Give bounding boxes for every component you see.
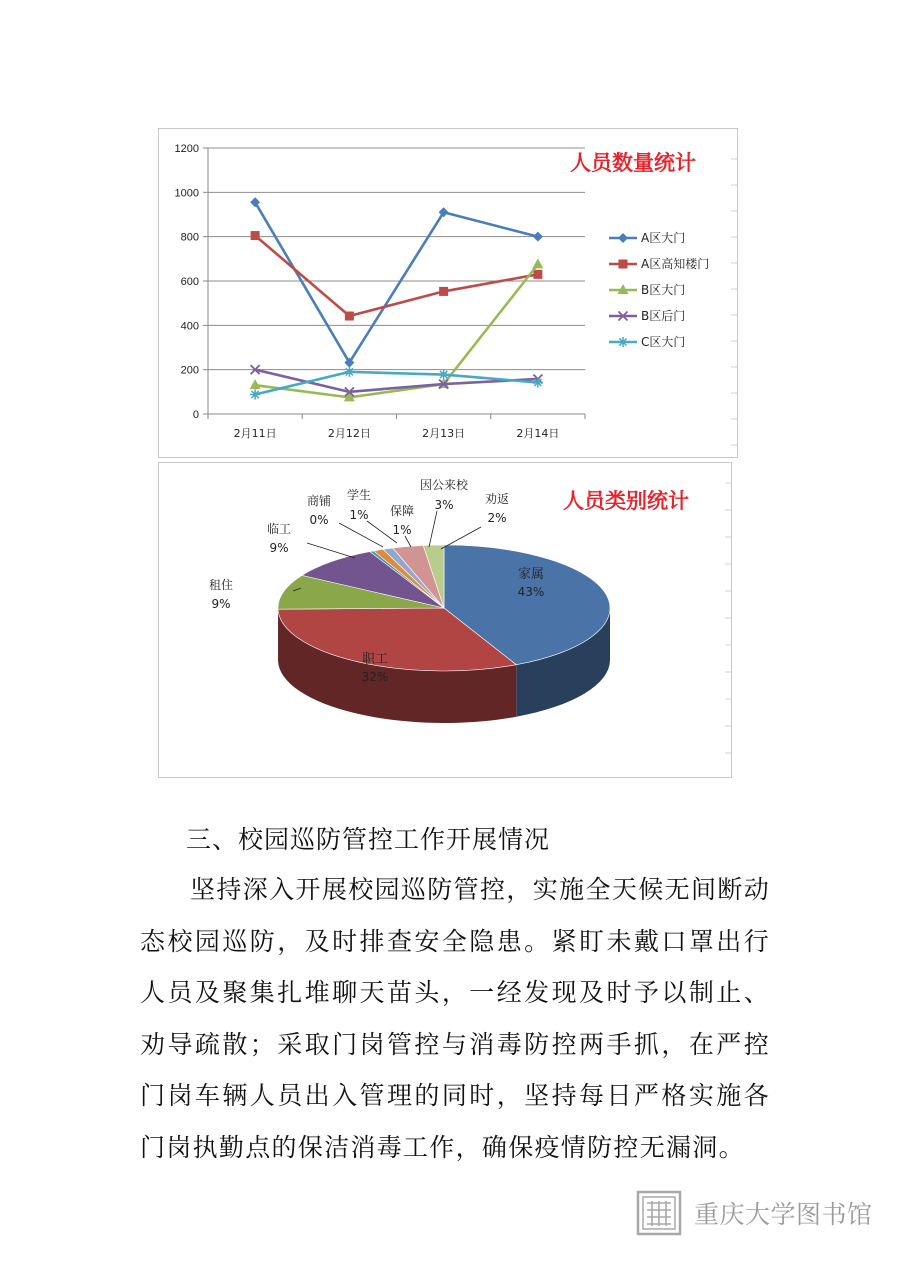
y-tick-label: 1000 — [174, 187, 199, 200]
legend-entry — [609, 334, 685, 349]
slice-percent: 32% — [361, 670, 389, 684]
y-tick-label: 0 — [192, 409, 199, 421]
slice-percent: 9% — [211, 597, 231, 611]
data-point — [345, 312, 354, 321]
legend-entry — [609, 282, 685, 297]
y-tick-label: 400 — [180, 320, 199, 333]
y-tick-label: 600 — [180, 276, 199, 288]
legend-label: A区大门 — [641, 231, 686, 245]
slice-percent: 9% — [269, 541, 289, 555]
slice-name: 学生 — [346, 488, 372, 502]
line-chart — [158, 128, 738, 458]
y-tick-label: 800 — [180, 231, 199, 244]
section-heading: 三、校园巡防管控工作开展情况 — [186, 825, 551, 854]
legend-marker — [618, 337, 628, 347]
legend-label: B区后门 — [641, 309, 686, 323]
line-chart-svg — [159, 129, 737, 457]
pie-chart — [158, 462, 732, 778]
slice-name: 因公来校 — [419, 478, 469, 492]
slice-percent: 2% — [487, 511, 507, 525]
pie-label-商铺 — [307, 493, 383, 547]
pie-label-因公来校 — [420, 477, 469, 547]
slice-name: 商铺 — [306, 494, 332, 508]
legend-label: A区高知楼门 — [641, 257, 710, 271]
legend-marker — [619, 260, 628, 269]
slice-name: 保障 — [389, 504, 415, 518]
legend-label: B区大门 — [641, 283, 686, 297]
section-paragraph: 坚持深入开展校园巡防管控，实施全天候无间断动态校园巡防，及时排查安全隐患。紧盯未戴口罩出行人员及聚集扎堆聊天苗头，一经发现及时予以制止、劝导疏散；采取门岗管控与消毒防控两手抓，在严控门岗车辆人员出入管理的同时，坚持每日严格实施各门岗执勤点的保洁消毒工作，确保疫情防控无漏洞。 — [140, 875, 770, 1162]
pie-chart-svg — [159, 463, 731, 777]
slice-percent: 43% — [517, 585, 545, 599]
legend-entry — [609, 256, 709, 271]
data-point — [250, 389, 260, 399]
library-watermark — [636, 1190, 873, 1236]
legend-entry — [609, 230, 685, 245]
data-point — [532, 258, 543, 268]
leader-line — [339, 523, 383, 547]
library-seal-icon — [636, 1190, 682, 1236]
slice-name: 临工 — [266, 522, 292, 536]
data-point — [439, 370, 449, 380]
data-point — [251, 231, 260, 240]
data-point — [533, 270, 542, 279]
slice-name: 租住 — [208, 578, 234, 592]
slice-percent: 1% — [349, 508, 369, 522]
chart-title: 人员数量统计 — [570, 151, 696, 175]
pie-top — [278, 545, 610, 671]
series-line — [255, 264, 538, 397]
legend-label: C区大门 — [641, 335, 686, 349]
x-tick-label: 2月12日 — [327, 427, 371, 440]
leader-line — [307, 543, 355, 558]
x-tick-label: 2月11日 — [233, 427, 277, 440]
y-tick-label: 200 — [180, 364, 199, 377]
slice-percent: 3% — [434, 498, 454, 512]
slice-name: 劝返 — [484, 492, 510, 506]
slice-percent: 0% — [309, 513, 329, 527]
x-tick-label: 2月14日 — [516, 427, 560, 440]
slice-percent: 1% — [392, 523, 412, 537]
library-name: 重庆大学图书馆 — [694, 1200, 873, 1229]
series-1 — [251, 231, 543, 320]
legend-entry — [609, 308, 685, 323]
leader-line — [429, 511, 437, 547]
leader-line — [405, 536, 411, 547]
x-tick-label: 2月13日 — [422, 427, 466, 440]
chart-title: 人员类别统计 — [563, 489, 689, 513]
slice-name: 职工 — [361, 652, 389, 667]
legend-marker — [618, 233, 628, 243]
data-point — [344, 367, 354, 377]
data-point — [533, 232, 543, 242]
data-point — [439, 287, 448, 296]
y-tick-label: 1200 — [174, 143, 199, 155]
slice-name: 家属 — [517, 567, 545, 582]
series-4 — [250, 367, 543, 400]
data-point — [250, 379, 261, 389]
data-point — [533, 378, 543, 388]
